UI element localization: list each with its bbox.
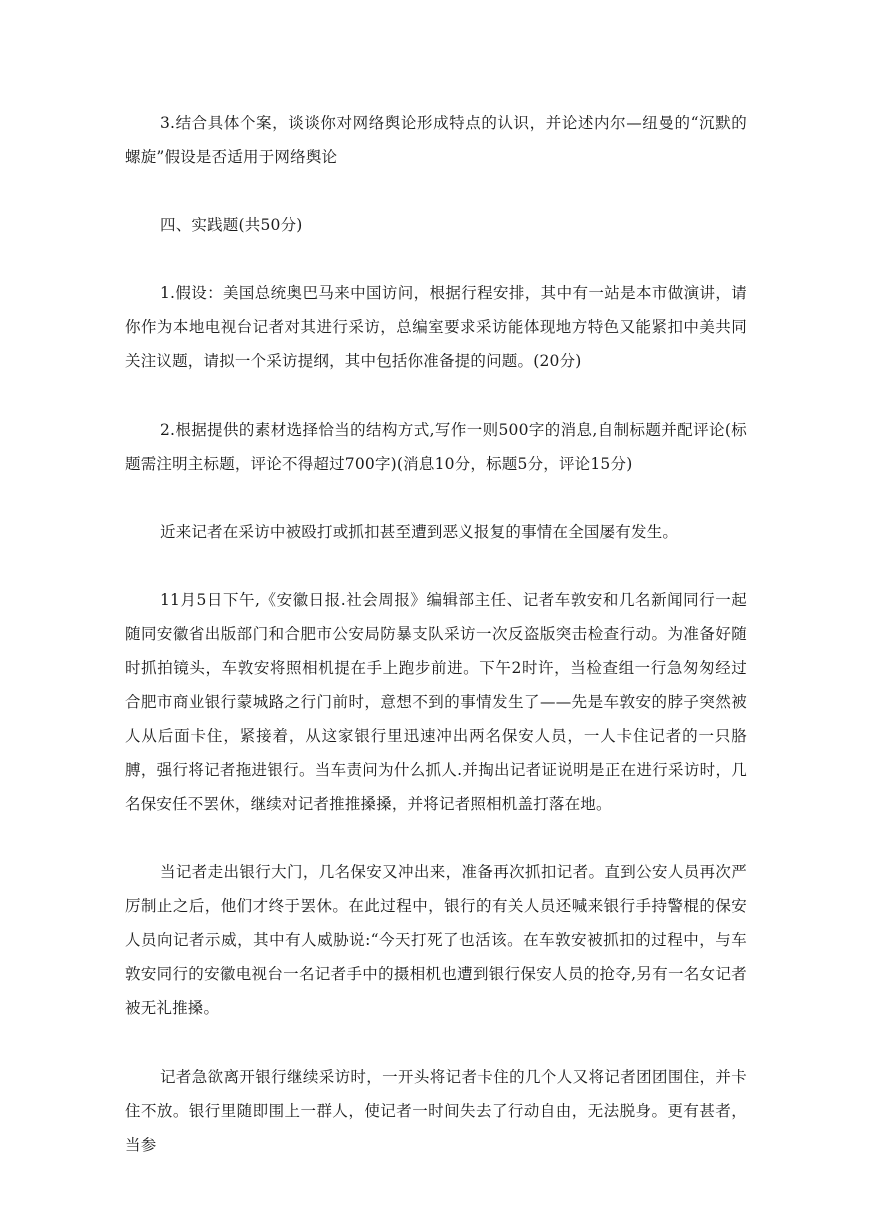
material-paragraph-1: 11月5日下午,《安徽日报.社会周报》编辑部主任、记者车敦安和几名新闻同行一起随同安徽省出版部门和合肥市公安局防暴支队采访一次反盗版突击检查行动。为准备好随时抓拍镜头，车敦安将照相机提在手上跑步前进。下午2时许，当检查组一行急匆匆经过合肥市商业银行蒙城路之行门前时，意想不到的事情发生了——先是车敦安的脖子突然被人从后面卡住，紧接着，从这家银行里迅速冲出两名保安人员，一人卡住记者的一只胳膊，强行将记者拖进银行。当车责问为什么抓人.并掏出记者证说明是正在进行采访时，几名保安任不罢休，继续对记者推推搡搡，并将记者照相机盖打落在地。 <box>125 591 747 813</box>
practice-question-1-paragraph: 1.假设：美国总统奥巴马来中国访问，根据行程安排，其中有一站是本市做演讲，请你作为本地电视台记者对其进行采访，总编室要求采访能体现地方特色又能紧扣中美共同关注议题，请拟一个采访提纲，其中包括你准备提的问题。(20分) <box>125 284 747 370</box>
material-paragraph-3: 记者急欲离开银行继续采访时，一开头将记者卡住的几个人又将记者团团围住，并卡住不放。银行里随即围上一群人，使记者一时间失去了行动自由，无法脱身。更有甚者，当参 <box>125 1068 747 1154</box>
material-paragraph-2: 当记者走出银行大门，几名保安又冲出来，准备再次抓扣记者。直到公安人员再次严厉制止之后，他们才终于罢休。在此过程中，银行的有关人员还喊来银行手持警棍的保安人员向记者示威，其中有人威胁说:“今天打死了也活该。在车敦安被抓扣的过程中，与车敦安同行的安徽电视台一名记者手中的摄相机也遭到银行保安人员的抢夺,另有一名女记者被无礼推搡。 <box>125 863 747 1017</box>
material-intro-paragraph: 近来记者在采访中被殴打或抓扣甚至遭到恶义报复的事情在全国屡有发生。 <box>160 523 679 541</box>
practice-question-2-paragraph: 2.根据提供的素材选择恰当的结构方式,写作一则500字的消息,自制标题并配评论(标题需注明主标题，评论不得超过700字)(消息10分，标题5分，评论15分) <box>125 421 747 473</box>
question-3-paragraph: 3.结合具体个案，谈谈你对网络舆论形成特点的认识，并论述内尔—纽曼的“沉默的螺旋”假设是否适用于网络舆论 <box>125 114 747 166</box>
section-heading-practice: 四、实践题(共50分) <box>160 216 303 234</box>
